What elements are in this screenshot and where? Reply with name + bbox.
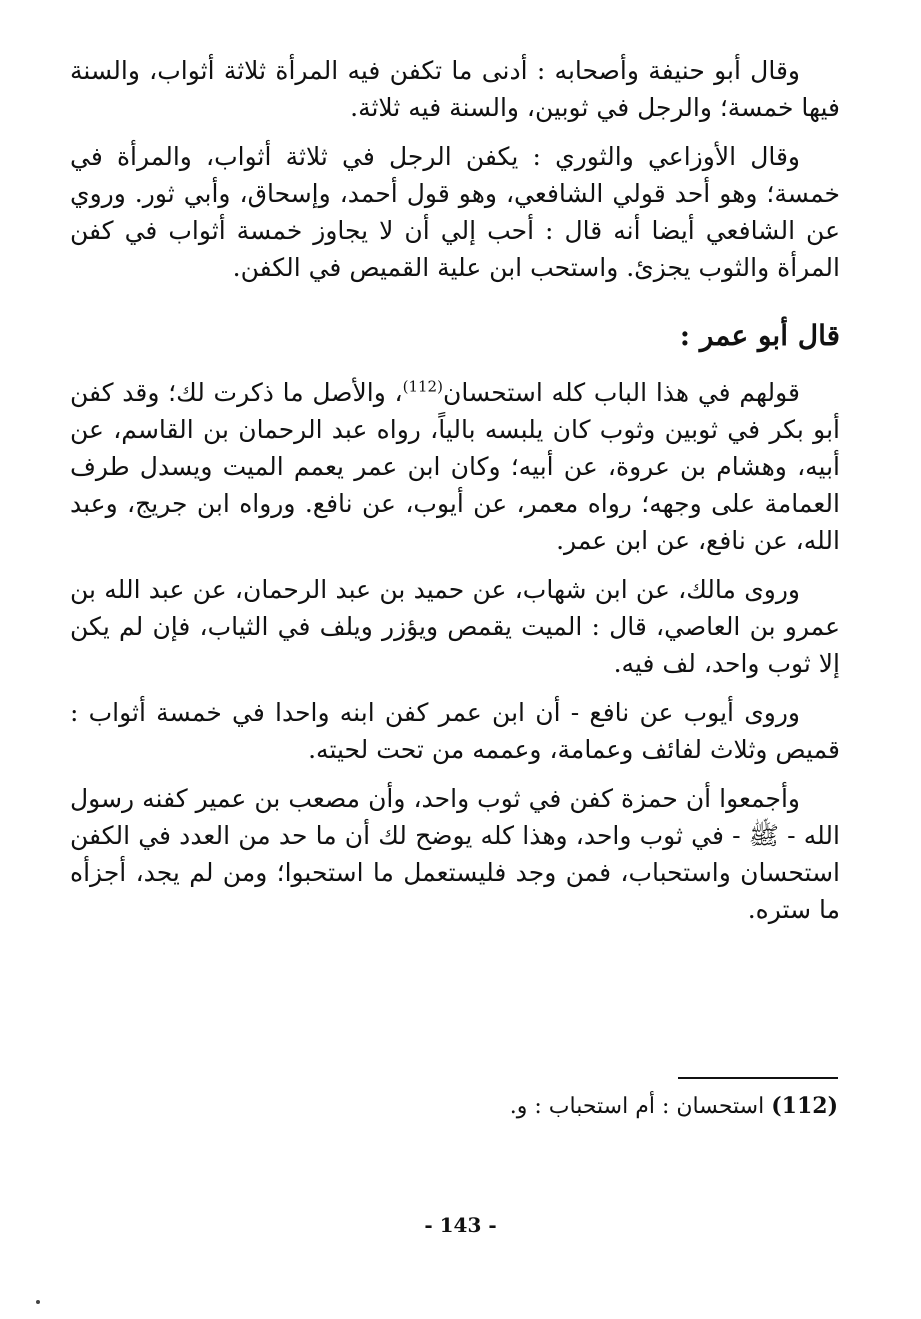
footnote [78,1090,838,1123]
paragraph-6: وأجمعوا أن حمزة كفن في ثوب واحد، وأن مصعب بن عمير كفنه رسول الله - ﷺ - في ثوب واحد، وهذا كله يوضح لك أن ما حد من العدد في الكفن استحسان واستحباب، فمن وجد فليستعمل ما استحبوا؛ ومن لم يجد، أجزأه ما ستره. [70,784,840,924]
footnote-text: استحسان : أم استحباب : و. [509,1094,765,1119]
paragraph-1: وقال أبو حنيفة وأصحابه : أدنى ما تكفن فيه المرأة ثلاثة أثواب، والسنة فيها خمسة؛ والرجل في ثوبين، والسنة فيه ثلاثة. [70,56,840,122]
paragraph-5: وروى أيوب عن نافع - أن ابن عمر كفن ابنه واحدا في خمسة أثواب : قميص وثلاث لفائف وعمامة، وعممه من تحت لحيته. [70,698,840,764]
scan-speck [36,1300,40,1304]
paragraph-3-rest: ، والأصل ما ذكرت لك؛ وقد كفن أبو بكر في ثوبين وثوب كان يلبسه بالياً، رواه عبد الرحمان بن القاسم، عن أبيه، وهشام بن عروة، عن أبيه؛ وكان ابن عمر يعمم الميت ويسدل طرف العمامة على وجهه؛ رواه معمر، عن أيوب، عن نافع. ورواه ابن جريج، وعبد الله، عن نافع، عن ابن عمر. [70,378,840,555]
paragraph-3 [70,374,840,559]
footnote-number: (112) [771,1093,838,1119]
paragraph-2: وقال الأوزاعي والثوري : يكفن الرجل في ثلاثة أثواب، والمرأة في خمسة؛ وهو أحد قولي الشافعي، وهو قول أحمد، وإسحاق، وأبي ثور. وروي عن الشافعي أيضا أنه قال : أحب إلي أن لا يجاوز خمسة أثواب في كفن المرأة والثوب يجزئ. واستحب ابن علية القميص في الكفن. [70,142,840,282]
page-body [70,52,840,928]
page-number: - 143 - [424,1213,497,1237]
section-heading: قال أبو عمر : [679,319,840,352]
footnote-reference[interactable]: (112) [402,377,443,396]
footnote-divider [678,1077,838,1079]
paragraph-3-start: قولهم في هذا الباب كله استحسان [442,378,800,407]
paragraph-4: وروى مالك، عن ابن شهاب، عن حميد بن عبد الرحمان، عن عبد الله بن عمرو بن العاصي، قال : الميت يقمص ويؤزر ويلف في الثياب، فإن لم يكن إلا ثوب واحد، لف فيه. [70,575,840,678]
